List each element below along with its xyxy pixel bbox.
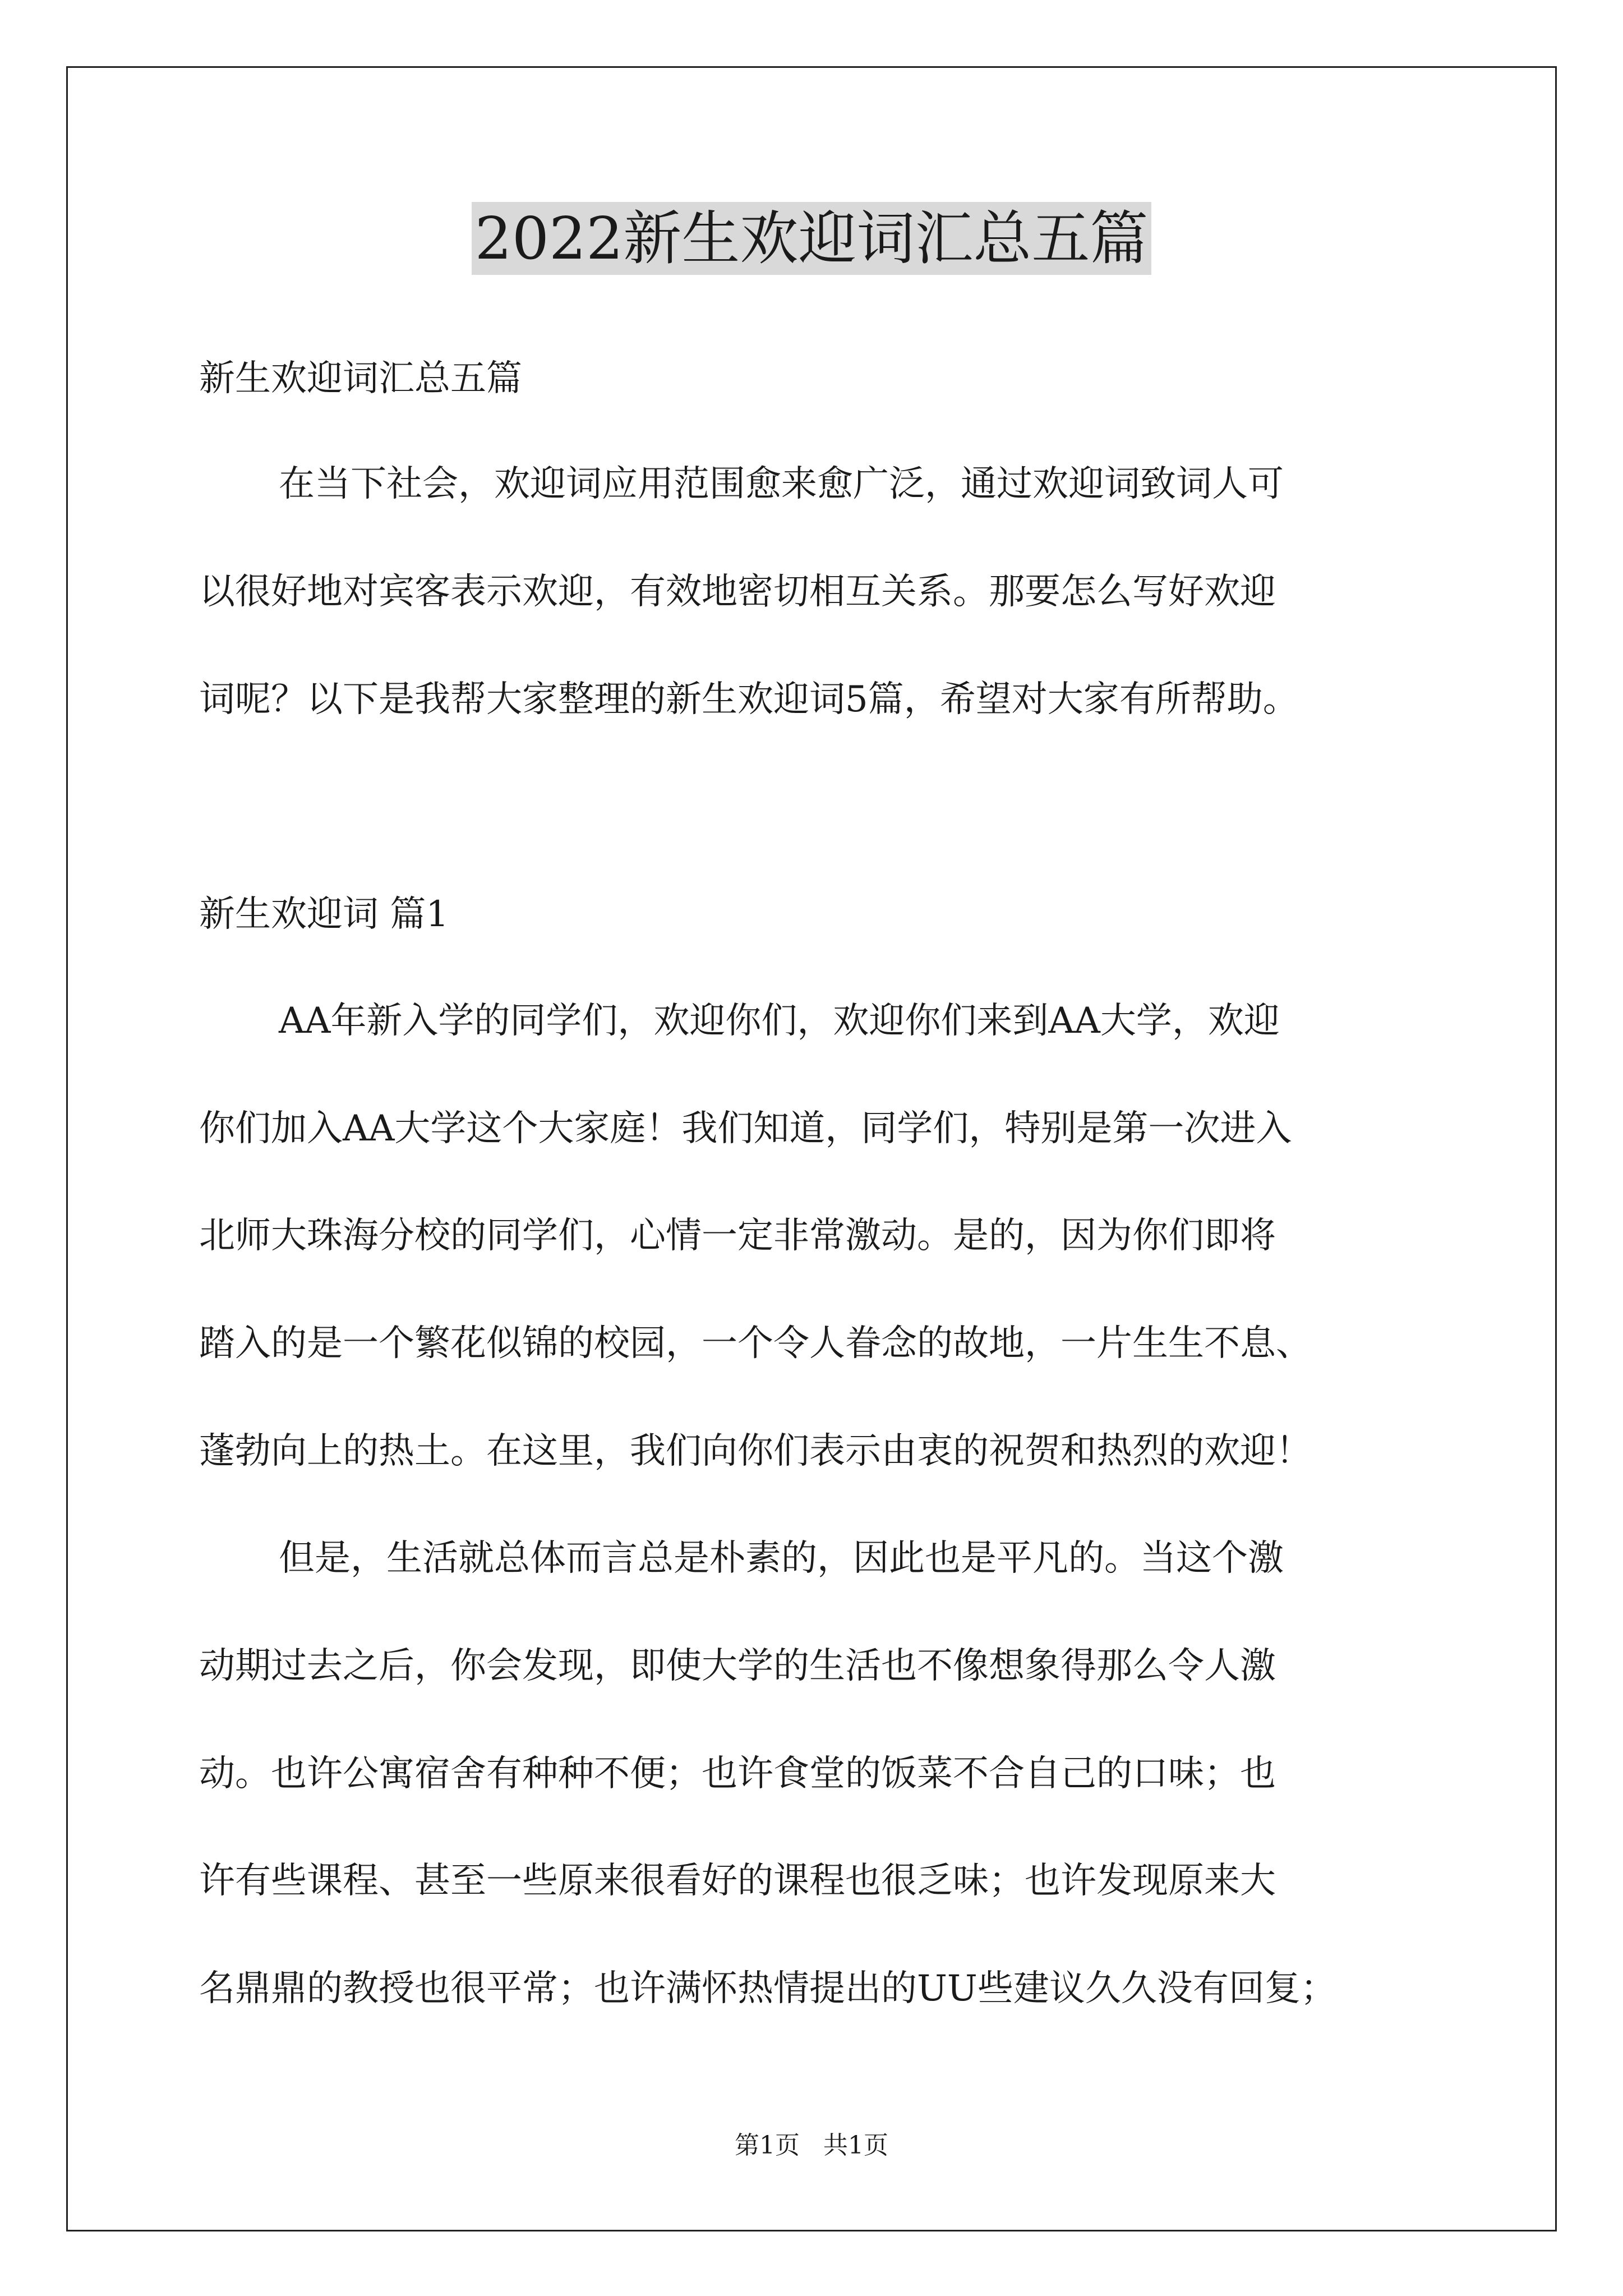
- para1-line-1: AA年新入学的同学们，欢迎你们，欢迎你们来到AA大学，欢迎: [279, 1000, 1280, 1042]
- intro-line-2: 以很好地对宾客表示欢迎，有效地密切相互关系。那要怎么写好欢迎: [199, 571, 1276, 613]
- para2-line-4: 许有些课程、甚至一些原来很看好的课程也很乏味；也许发现原来大: [199, 1860, 1276, 1902]
- para1-line-4: 踏入的是一个繁花似锦的校园，一个令人眷念的故地，一片生生不息、: [199, 1323, 1312, 1364]
- para1-line-2: 你们加入AA大学这个大家庭！我们知道，同学们，特别是第一次进入: [199, 1108, 1292, 1149]
- section1-heading: 新生欢迎词 篇1: [199, 894, 449, 935]
- para2-line-3: 动。也许公寓宿舍有种种不便；也许食堂的饭菜不合自己的口味；也: [199, 1753, 1276, 1795]
- para1-line-5: 蓬勃向上的热土。在这里，我们向你们表示由衷的祝贺和热烈的欢迎！: [199, 1430, 1312, 1472]
- para2-line-2: 动期过去之后，你会发现，即使大学的生活也不像想象得那么令人激: [199, 1645, 1276, 1687]
- para2-line-1: 但是，生活就总体而言总是朴素的，因此也是平凡的。当这个激: [279, 1538, 1284, 1579]
- document-title-text: 2022新生欢迎词汇总五篇: [472, 202, 1152, 275]
- intro-line-3: 词呢？以下是我帮大家整理的新生欢迎词5篇，希望对大家有所帮助。: [199, 679, 1299, 720]
- para1-line-3: 北师大珠海分校的同学们，心情一定非常激动。是的，因为你们即将: [199, 1215, 1276, 1257]
- page-footer: 第1页 共1页: [735, 2131, 888, 2160]
- intro-line-1: 在当下社会，欢迎词应用范围愈来愈广泛，通过欢迎词致词人可: [279, 463, 1284, 505]
- document-title: [0, 199, 1623, 278]
- subtitle: 新生欢迎词汇总五篇: [199, 358, 522, 399]
- para2-line-5: 名鼎鼎的教授也很平常；也许满怀热情提出的UU些建议久久没有回复；: [199, 1968, 1336, 2009]
